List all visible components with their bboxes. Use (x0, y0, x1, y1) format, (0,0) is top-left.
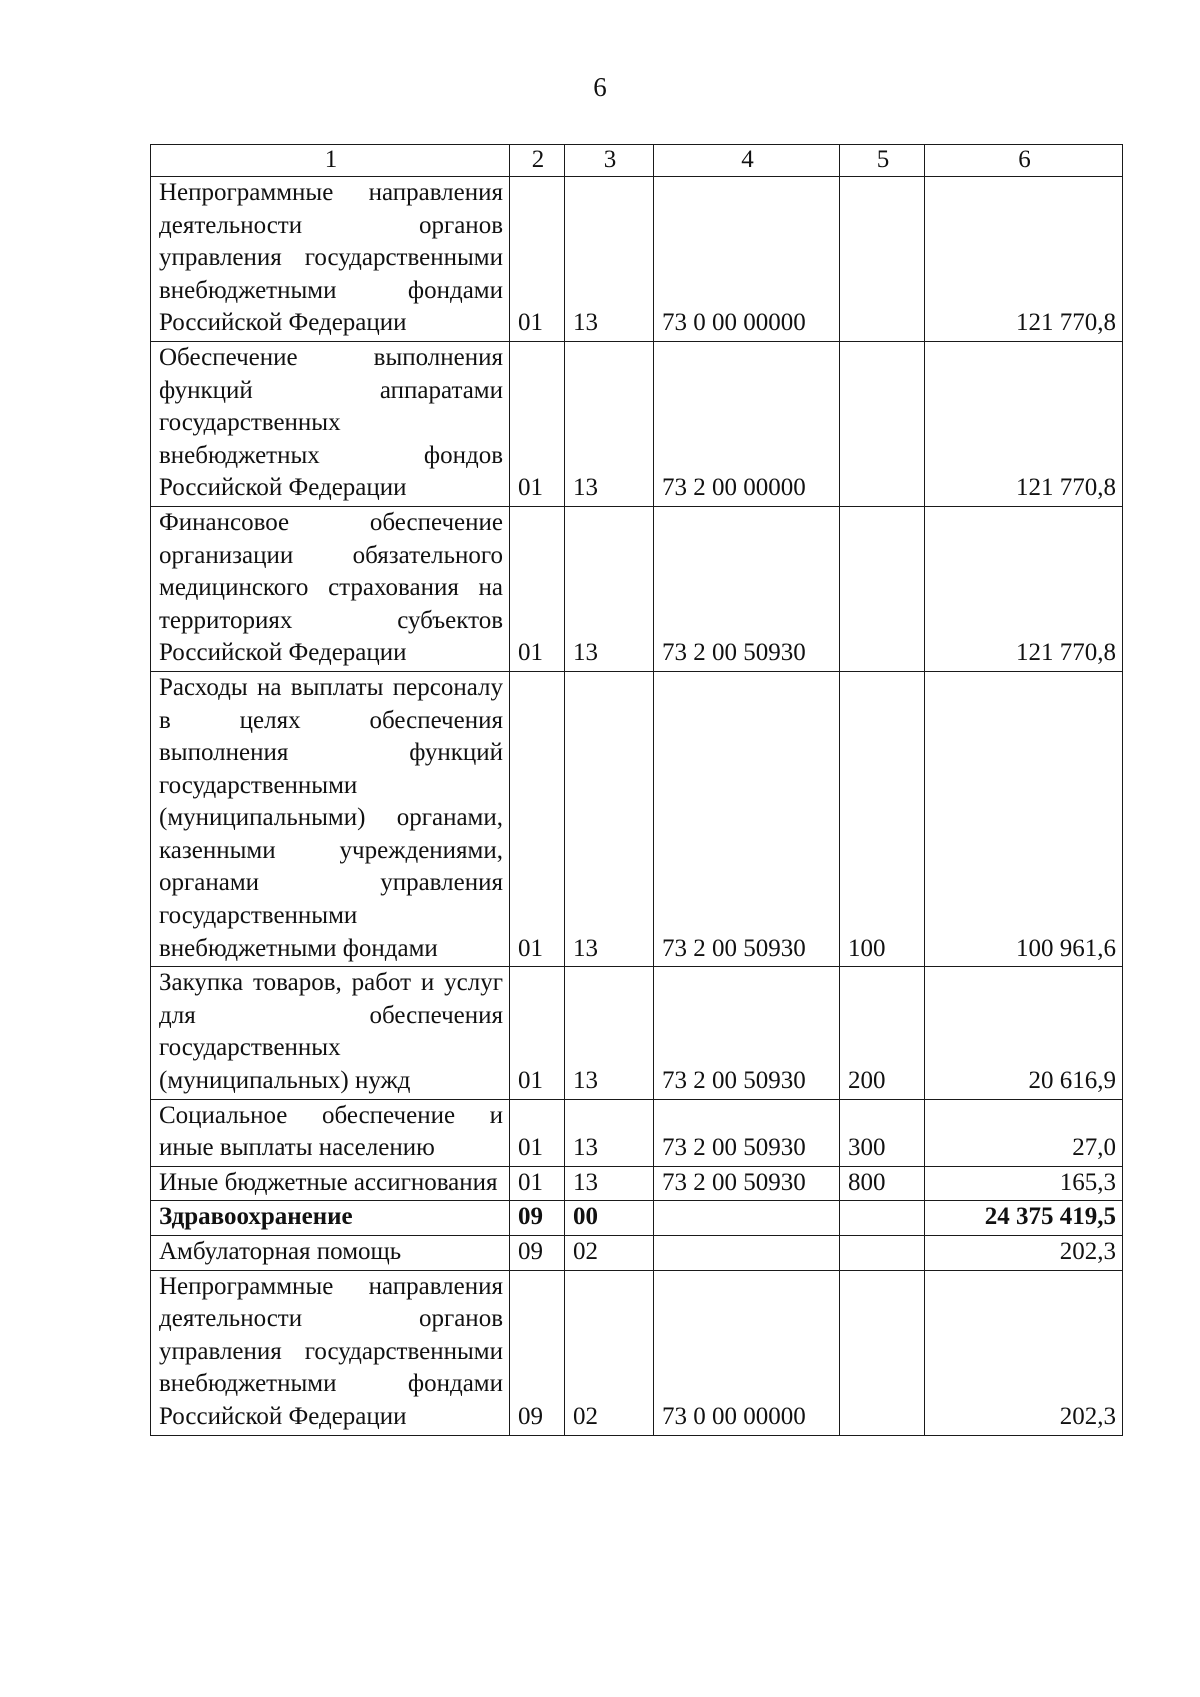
row-section-code: 01 (510, 1099, 565, 1166)
table-row (151, 1236, 1123, 1271)
row-subsection-code: 13 (565, 1099, 654, 1166)
row-amount: 24 375 419,5 (925, 1201, 1123, 1236)
table-row (151, 506, 1123, 671)
table-row-section-total (151, 1201, 1123, 1236)
row-expense-type-code (840, 1201, 925, 1236)
page-number: 6 (593, 72, 607, 102)
row-amount: 100 961,6 (925, 671, 1123, 966)
row-name: Непрограммные направления деятельности органов управления государственными внебюджетными фондами Российской Федерации (151, 177, 510, 342)
table-row (151, 1270, 1123, 1435)
row-section-code: 01 (510, 506, 565, 671)
row-subsection-code: 13 (565, 506, 654, 671)
column-header: 5 (840, 145, 925, 177)
row-target-article-code: 73 0 00 00000 (654, 1270, 840, 1435)
row-section-code: 01 (510, 671, 565, 966)
row-amount: 27,0 (925, 1099, 1123, 1166)
row-subsection-code: 13 (565, 341, 654, 506)
table-row (151, 1166, 1123, 1201)
table-row (151, 177, 1123, 342)
row-target-article-code: 73 0 00 00000 (654, 177, 840, 342)
row-subsection-code: 13 (565, 671, 654, 966)
row-target-article-code: 73 2 00 00000 (654, 341, 840, 506)
row-amount: 202,3 (925, 1270, 1123, 1435)
row-section-code: 09 (510, 1236, 565, 1271)
row-name: Амбулаторная помощь (151, 1236, 510, 1271)
table-row (151, 1099, 1123, 1166)
row-target-article-code (654, 1201, 840, 1236)
row-expense-type-code (840, 177, 925, 342)
row-target-article-code (654, 1236, 840, 1271)
row-subsection-code: 13 (565, 177, 654, 342)
row-subsection-code: 00 (565, 1201, 654, 1236)
row-expense-type-code (840, 1236, 925, 1271)
row-name: Непрограммные направления деятельности органов управления государственными внебюджетными фондами Российской Федерации (151, 1270, 510, 1435)
row-name: Финансовое обеспечение организации обязательного медицинского страхования на территориях субъектов Российской Федерации (151, 506, 510, 671)
table-row (151, 671, 1123, 966)
row-name: Расходы на выплаты персоналу в целях обеспечения выполнения функций государственными (муниципальными) органами, казенными учреждениями, органами управления государственными внебюджетными фондами (151, 671, 510, 966)
column-header: 2 (510, 145, 565, 177)
row-subsection-code: 13 (565, 967, 654, 1099)
row-target-article-code: 73 2 00 50930 (654, 506, 840, 671)
row-expense-type-code: 100 (840, 671, 925, 966)
table-header-row (151, 145, 1123, 177)
row-amount: 20 616,9 (925, 967, 1123, 1099)
row-name: Иные бюджетные ассигнования (151, 1166, 510, 1201)
column-header: 4 (654, 145, 840, 177)
row-name: Закупка товаров, работ и услуг для обеспечения государственных (муниципальных) нужд (151, 967, 510, 1099)
row-expense-type-code (840, 506, 925, 671)
row-target-article-code: 73 2 00 50930 (654, 1166, 840, 1201)
row-target-article-code: 73 2 00 50930 (654, 671, 840, 966)
row-section-code: 09 (510, 1201, 565, 1236)
row-amount: 121 770,8 (925, 341, 1123, 506)
row-target-article-code: 73 2 00 50930 (654, 1099, 840, 1166)
row-name: Здравоохранение (151, 1201, 510, 1236)
row-name: Социальное обеспечение и иные выплаты населению (151, 1099, 510, 1166)
row-section-code: 01 (510, 177, 565, 342)
table-row (151, 967, 1123, 1099)
column-header: 1 (151, 145, 510, 177)
row-amount: 202,3 (925, 1236, 1123, 1271)
row-amount: 121 770,8 (925, 506, 1123, 671)
row-expense-type-code: 800 (840, 1166, 925, 1201)
row-section-code: 09 (510, 1270, 565, 1435)
row-section-code: 01 (510, 967, 565, 1099)
budget-table (150, 144, 1123, 1436)
table-row (151, 341, 1123, 506)
row-name: Обеспечение выполнения функций аппаратами государственных внебюджетных фондов Российской Федерации (151, 341, 510, 506)
column-header: 6 (925, 145, 1123, 177)
row-target-article-code: 73 2 00 50930 (654, 967, 840, 1099)
row-subsection-code: 13 (565, 1166, 654, 1201)
row-expense-type-code: 200 (840, 967, 925, 1099)
row-subsection-code: 02 (565, 1270, 654, 1435)
row-section-code: 01 (510, 1166, 565, 1201)
row-expense-type-code (840, 1270, 925, 1435)
row-subsection-code: 02 (565, 1236, 654, 1271)
column-header: 3 (565, 145, 654, 177)
row-expense-type-code: 300 (840, 1099, 925, 1166)
row-amount: 165,3 (925, 1166, 1123, 1201)
row-amount: 121 770,8 (925, 177, 1123, 342)
table-body (151, 177, 1123, 1436)
row-section-code: 01 (510, 341, 565, 506)
row-expense-type-code (840, 341, 925, 506)
